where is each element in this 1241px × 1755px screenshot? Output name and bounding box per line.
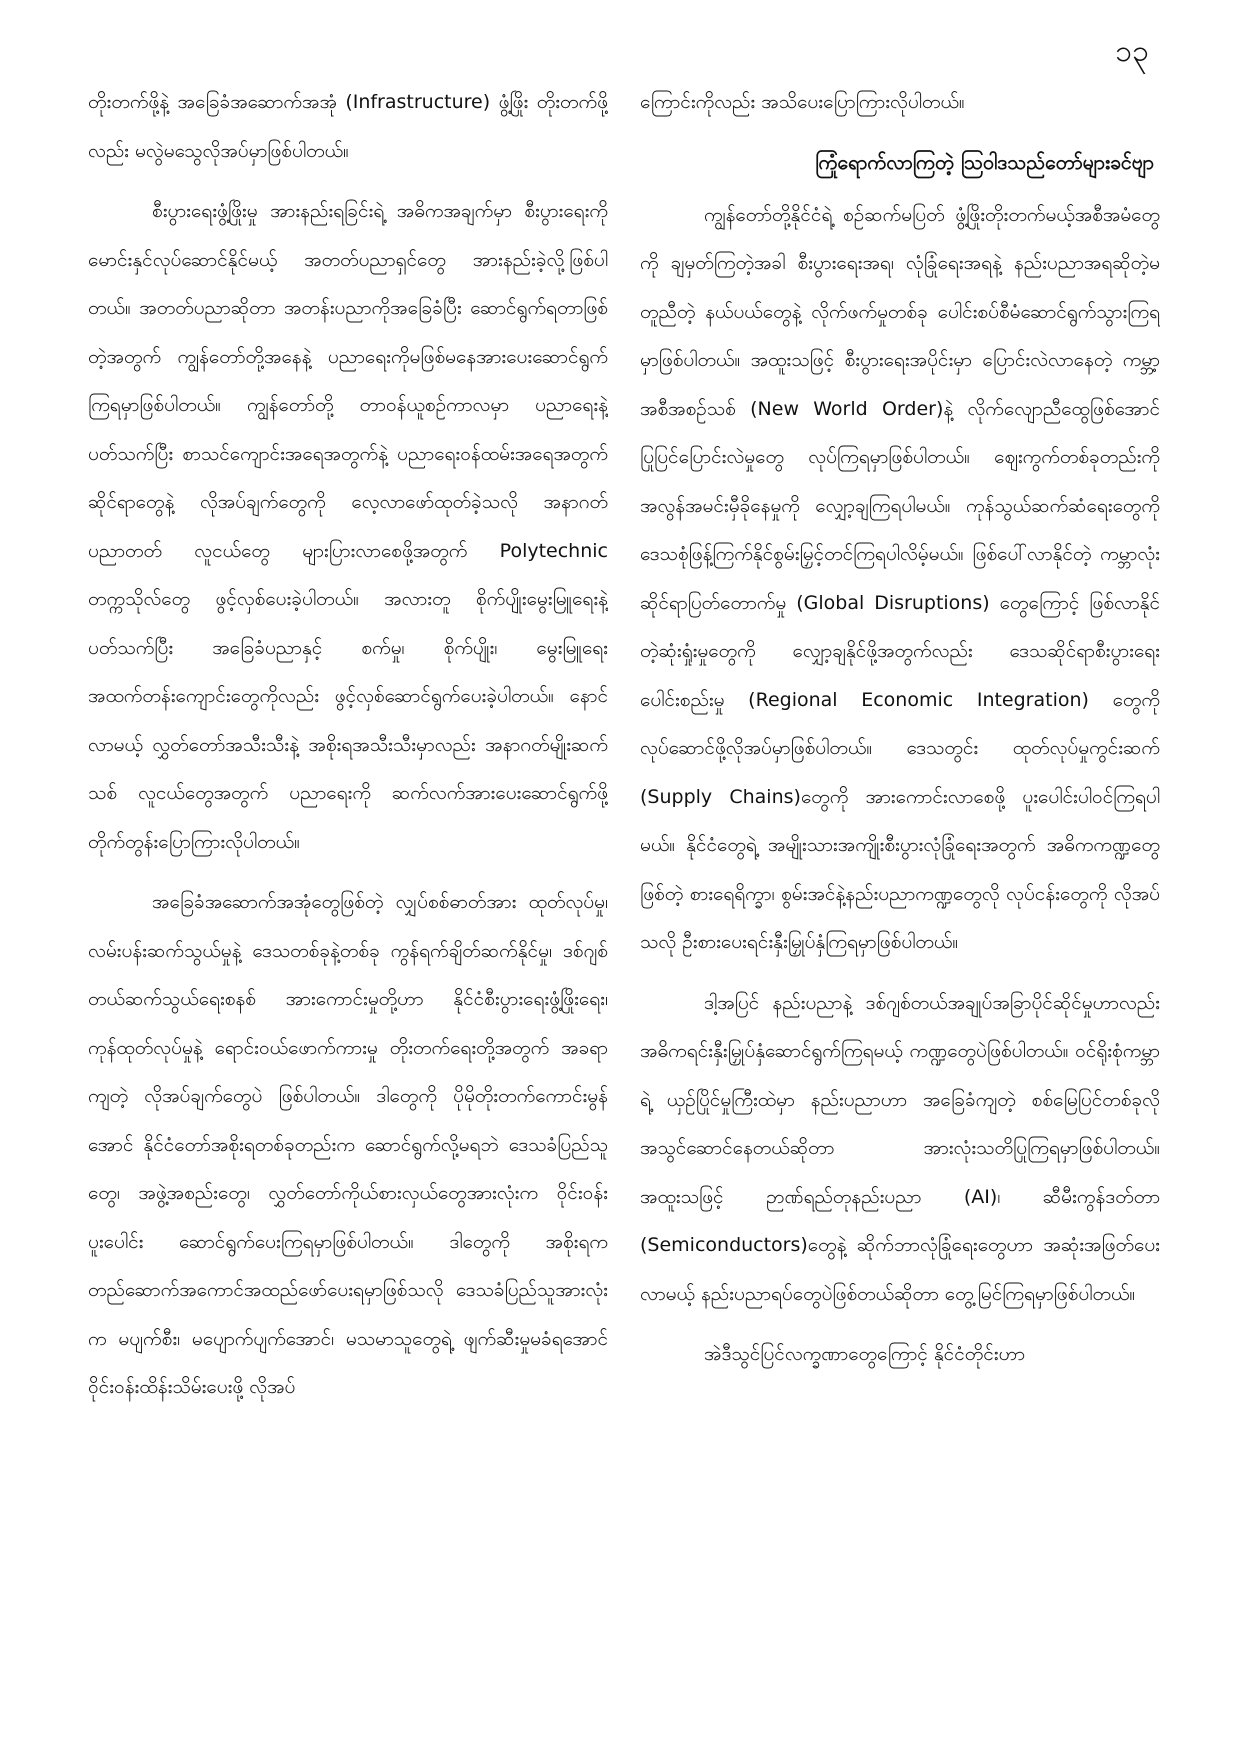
section-heading: ကြုံရောက်လာကြတဲ့ ဩဝါဒသည်တော်များခင်ဗျာ	[815, 150, 1154, 174]
paragraph: အခြေခံအဆောက်အအုံတွေဖြစ်တဲ့ လျှပ်စစ်ဓာတ်အား ထုတ်လုပ်မှု၊ လမ်းပန်းဆက်သွယ်မှုနဲ့ ဒေသတစ်ခုနဲ့တစ်ခု ကွန်ရက်ချိတ်ဆက်နိုင်မှု၊ ဒစ်ဂျစ်တယ်ဆက်သွယ်ရေးစနစ် အားကောင်းမှုတို့ဟာ နိုင်ငံစီးပွားရေးဖွံ့ဖြိုးရေး၊ ကုန်ထုတ်လုပ်မှုနဲ့ ရောင်းဝယ်ဖောက်ကားမှု တိုးတက်ရေးတို့အတွက် အခရာကျတဲ့ လိုအပ်ချက်တွေပဲ ဖြစ်ပါတယ်။ ဒါတွေကို ပိုမိုတိုးတက်ကောင်းမွန်အောင် နိုင်ငံတော်အစိုးရတစ်ခုတည်းက ဆောင်ရွက်လို့မရဘဲ ဒေသခံပြည်သူတွေ၊ အဖွဲ့အစည်းတွေ၊ လွှတ်တော်ကိုယ်စားလှယ်တွေအားလုံးက ဝိုင်းဝန်းပူးပေါင်း ဆောင်ရွက်ပေးကြရမှာဖြစ်ပါတယ်။ ဒါတွေကို အစိုးရက တည်ဆောက်အကောင်အထည်ဖော်ပေးရမှာဖြစ်သလို ဒေသခံပြည်သူအားလုံးက မပျက်စီး၊ မပျောက်ပျက်အောင်၊ မသမာသူတွေရဲ့ ဖျက်ဆီးမှုမခံရအောင် ဝိုင်းဝန်းထိန်းသိမ်းပေးဖို့ လိုအပ်	[88, 891, 608, 1398]
paragraph: စီးပွားရေးဖွံ့ဖြိုးမှု အားနည်းရခြင်းရဲ့ အဓိကအချက်မှာ စီးပွားရေးကို မောင်းနှင်လုပ်ဆောင်နိုင်မယ့် အတတ်ပညာရှင်တွေ အားနည်းခဲ့လို့ဖြစ်ပါတယ်။ အတတ်ပညာဆိုတာ အတန်းပညာကိုအခြေခံပြီး ဆောင်ရွက်ရတာဖြစ်တဲ့အတွက် ကျွန်တော်တို့အနေနဲ့ ပညာရေးကိုမဖြစ်မနေအားပေးဆောင်ရွက်ကြရမှာဖြစ်ပါတယ်။ ကျွန်တော်တို့ တာဝန်ယူစဉ်ကာလမှာ ပညာရေးနဲ့ပတ်သက်ပြီး စာသင်ကျောင်းအရေအတွက်နဲ့ ပညာရေးဝန်ထမ်းအရေအတွက်ဆိုင်ရာတွေနဲ့ လိုအပ်ချက်တွေကို လေ့လာဖော်ထုတ်ခဲ့သလို အနာဂတ်ပညာတတ် လူငယ်တွေ များပြားလာစေဖို့အတွက် Polytechnic တက္ကသိုလ်တွေ ဖွင့်လှစ်ပေးခဲ့ပါတယ်။ အလားတူ စိုက်ပျိုးမွေးမြူရေးနဲ့ ပတ်သက်ပြီး အခြေခံပညာနှင့် စက်မှု၊ စိုက်ပျိုး၊ မွေးမြူရေး အထက်တန်းကျောင်းတွေကိုလည်း ဖွင့်လှစ်ဆောင်ရွက်ပေးခဲ့ပါတယ်။ နောင်လာမယ့် လွှတ်တော်အသီးသီးနဲ့ အစိုးရအသီးသီးမှာလည်း အနာဂတ်မျိုးဆက်သစ် လူငယ်တွေအတွက် ပညာရေးကို ဆက်လက်အားပေးဆောင်ရွက်ဖို့ တိုက်တွန်းပြောကြားလိုပါတယ်။	[88, 200, 608, 853]
paragraph: အဲဒီသွင်ပြင်လက္ခဏာတွေကြောင့် နိုင်ငံတိုင်းဟာ	[704, 1343, 1026, 1365]
right-column	[640, 78, 1160, 1715]
page-number: ၁၃	[1115, 34, 1149, 69]
paragraph: ဒါ့အပြင် နည်းပညာနဲ့ ဒစ်ဂျစ်တယ်အချုပ်အခြာပိုင်ဆိုင်မှုဟာလည်း အဓိကရင်းနှီးမြှုပ်နှံဆောင်ရွက်ကြရမယ့် ကဏ္ဍတွေပဲဖြစ်ပါတယ်။ ဝင်ရိုးစုံကမ္ဘာရဲ့ ယှဉ်ပြိုင်မှုကြီးထဲမှာ နည်းပညာဟာ အခြေခံကျတဲ့ စစ်မြေပြင်တစ်ခုလို အသွင်ဆောင်နေတယ်ဆိုတာ အားလုံးသတိပြုကြရမှာဖြစ်ပါတယ်။ အထူးသဖြင့် ဉာဏ်ရည်တုနည်းပညာ (AI)၊ ဆီမီးကွန်ဒတ်တာ (Semiconductors)တွေနဲ့ ဆိုက်ဘာလုံခြုံရေးတွေဟာ အဆုံးအဖြတ်ပေးလာမယ့် နည်းပညာရပ်တွေပဲဖြစ်တယ်ဆိုတာ တွေ့မြင်ကြရမှာဖြစ်ပါတယ်။	[640, 991, 1160, 1305]
paragraph-continued: ကြောင်းကိုလည်း အသိပေးပြောကြားလိုပါတယ်။	[640, 91, 965, 113]
paragraph: ကျွန်တော်တို့နိုင်ငံရဲ့ စဉ်ဆက်မပြတ် ဖွံ့ဖြိုးတိုးတက်မယ့်အစီအမံတွေကို ချမှတ်ကြတဲ့အခါ စီးပွားရေးအရ၊ လုံခြုံရေးအရနဲ့ နည်းပညာအရဆိုတဲ့မတူညီတဲ့ နယ်ပယ်တွေနဲ့ လိုက်ဖက်မှုတစ်ခု ပေါင်းစပ်စီမံဆောင်ရွက်သွားကြရမှာဖြစ်ပါတယ်။ အထူးသဖြင့် စီးပွားရေးအပိုင်းမှာ ပြောင်းလဲလာနေတဲ့ ကမ္ဘာ့အစီအစဉ်သစ် (New World Order)နဲ့ လိုက်လျောညီထွေဖြစ်အောင် ပြုပြင်ပြောင်းလဲမှုတွေ လုပ်ကြရမှာဖြစ်ပါတယ်။ ဈေးကွက်တစ်ခုတည်းကို အလွန်အမင်းမှီခိုနေမှုကို လျှော့ချကြရပါမယ်။ ကုန်သွယ်ဆက်ဆံရေးတွေကို ဒေသစုံဖြန့်ကြက်နိုင်စွမ်းမြှင့်တင်ကြရပါလိမ့်မယ်။ ဖြစ်ပေါ်လာနိုင်တဲ့ ကမ္ဘာလုံးဆိုင်ရာပြတ်တောက်မှု (Global Disruptions) တွေကြောင့် ဖြစ်လာနိုင်တဲ့ဆုံးရှုံးမှုတွေကို လျှော့ချနိုင်ဖို့အတွက်လည်း ဒေသဆိုင်ရာစီးပွားရေးပေါင်းစည်းမှု (Regional Economic Integration) တွေကို လုပ်ဆောင်ဖို့လိုအပ်မှာဖြစ်ပါတယ်။ ဒေသတွင်း ထုတ်လုပ်မှုကွင်းဆက် (Supply Chains)တွေကို အားကောင်းလာစေဖို့ ပူးပေါင်းပါဝင်ကြရပါမယ်။ နိုင်ငံတွေရဲ့ အမျိုးသားအကျိုးစီးပွားလုံခြုံရေးအတွက် အဓိကကဏ္ဍတွေဖြစ်တဲ့ စားရေရိက္ခာ၊ စွမ်းအင်နဲ့နည်းပညာကဏ္ဍတွေလို လုပ်ငန်းတွေကို လိုအပ်သလို ဦးစားပေးရင်းနှီးမြှုပ်နှံကြရမှာဖြစ်ပါတယ်။	[640, 203, 1160, 953]
paragraph: တိုးတက်ဖို့နဲ့ အခြေခံအဆောက်အအုံ (Infrastructure) ဖွံ့ဖြိုး တိုးတက်ဖို့လည်း မလွဲမသွေလိုအပ်မှာဖြစ်ပါတယ်။	[88, 91, 608, 162]
left-column	[88, 78, 608, 1715]
